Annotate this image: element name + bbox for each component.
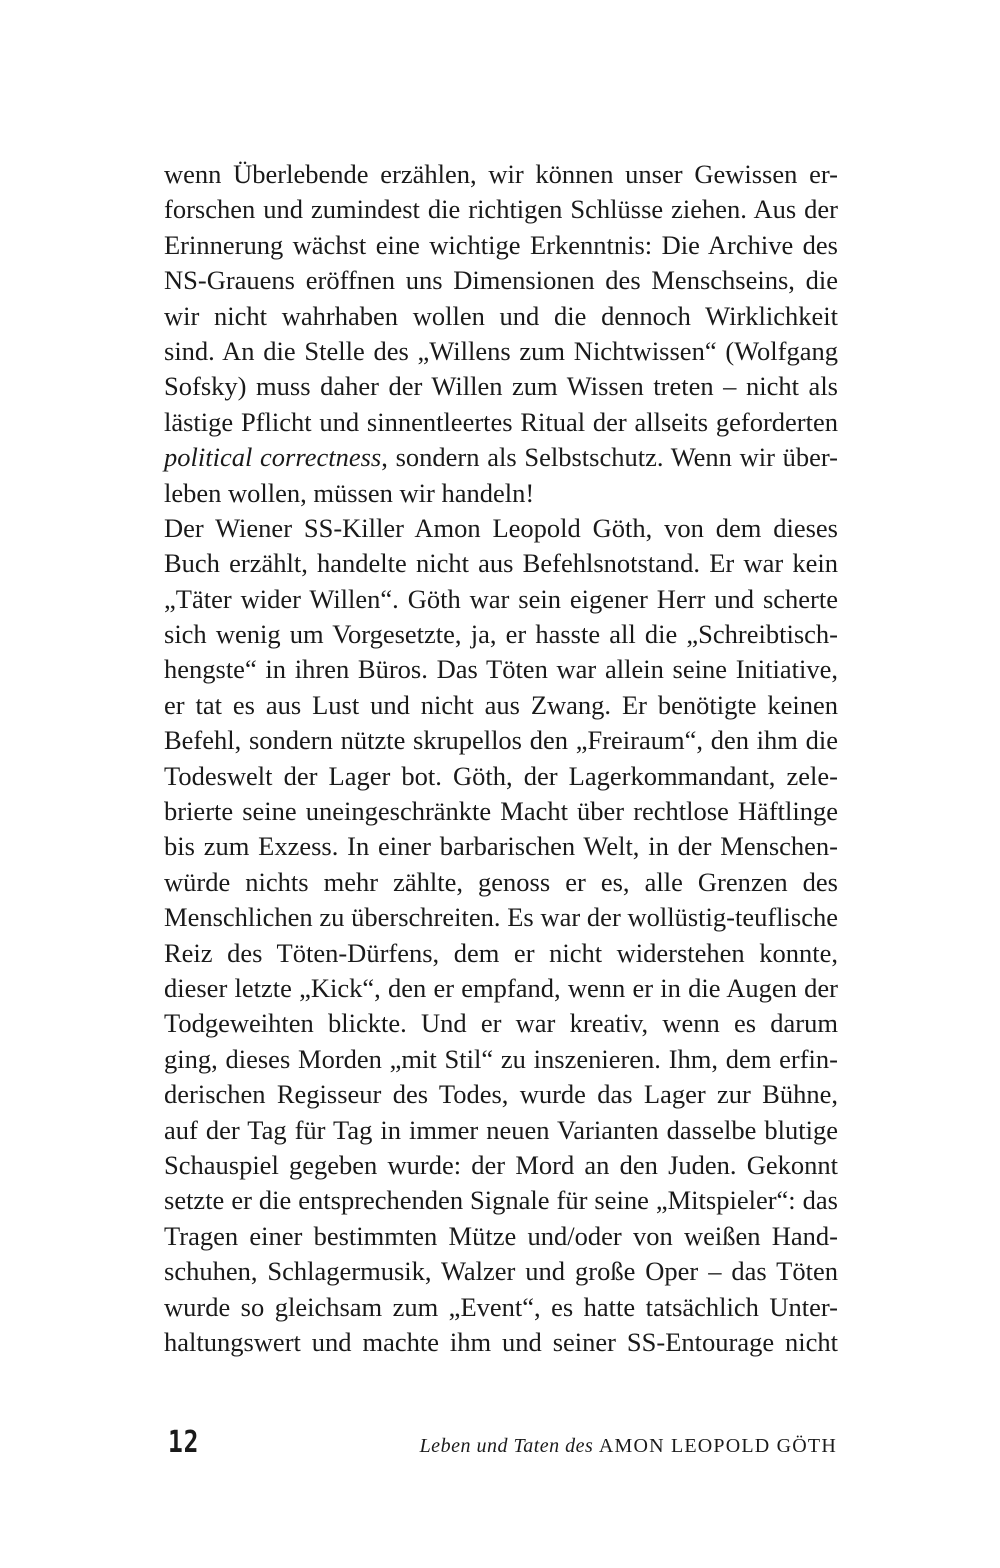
text-line [164,1077,838,1112]
text-line [164,759,838,794]
line-text: Befehl, sondern nützte skrupellos den „Freiraum“, den ihm die [164,725,838,756]
line-text: „Täter wider Willen“. Göth war sein eigener Herr und scherte [164,583,838,614]
text-line [164,617,838,652]
line-text: wurde so gleichsam zum „Event“, es hatte tatsächlich Unter- [164,1291,838,1322]
line-text: würde nichts mehr zählte, genoss er es, alle Grenzen des [164,866,838,897]
line-text: brierte seine uneingeschränkte Macht über rechtlose Häftlinge [164,796,838,827]
text-line [164,900,838,935]
text-line [164,688,838,723]
text-line [164,369,838,404]
text-line [164,865,838,900]
line-text: Buch erzählt, handelte nicht aus Befehlsnotstand. Er war kein [164,548,838,579]
page-footer [0,1423,1000,1467]
text-line [164,1219,838,1254]
line-text: lästige Pflicht und sinnentleertes Ritual der allseits geforderten [164,406,838,437]
body-text [164,157,838,1360]
line-text: forschen und zumindest die richtigen Schlüsse ziehen. Aus der [164,194,838,225]
text-line [164,1042,838,1077]
text-line [164,1254,838,1289]
text-line [164,476,838,511]
line-text: Tragen einer bestimmten Mütze und/oder von weißen Hand- [164,1220,838,1251]
line-text: schuhen, Schlagermusik, Walzer und große Oper – das Töten [164,1256,838,1287]
line-text: NS-Grauens eröffnen uns Dimensionen des Menschseins, die [164,265,838,296]
line-text: sind. An die Stelle des „Willens zum Nichtwissen“ (Wolfgang [164,335,838,366]
text-line [164,263,838,298]
line-text: Der Wiener SS-Killer Amon Leopold Göth, von dem dieses [164,512,838,543]
text-line [164,334,838,369]
line-text: er tat es aus Lust und nicht aus Zwang. Er benötigte keinen [164,689,838,720]
line-text: haltungswert und machte ihm und seiner SS-Entourage nicht [164,1326,838,1357]
text-line [164,1325,838,1360]
line-text: , sondern als Selbstschutz. Wenn wir über- [381,442,838,473]
running-head [420,1435,837,1458]
line-text: derischen Regisseur des Todes, wurde das Lager zur Bühne, [164,1079,838,1110]
text-line [164,405,838,440]
text-line [164,723,838,758]
line-text: hengste“ in ihren Büros. Das Töten war allein seine Initiative, [164,654,838,685]
line-text: Menschlichen zu überschreiten. Es war der wollüstig-teuflische [164,902,838,933]
italic-phrase: political correctness [164,442,382,473]
text-line [164,511,838,546]
text-line [164,1290,838,1325]
text-line [164,228,838,263]
line-text: bis zum Exzess. In einer barbarischen Welt, in der Menschen- [164,831,838,862]
text-line [164,546,838,581]
line-text: wir nicht wahrhaben wollen und die dennoch Wirklichkeit [164,300,838,331]
line-text: setzte er die entsprechenden Signale für seine „Mitspieler“: das [164,1185,838,1216]
line-text: Todeswelt der Lager bot. Göth, der Lagerkommandant, zele- [164,760,838,791]
text-line [164,299,838,334]
text-line [164,1006,838,1041]
line-text: Schauspiel gegeben wurde: der Mord an den Juden. Gekonnt [164,1149,838,1180]
text-line [164,582,838,617]
line-text: dieser letzte „Kick“, den er empfand, wenn er in die Augen der [164,972,838,1003]
text-line [164,440,838,475]
text-line [164,1148,838,1183]
text-line [164,794,838,829]
line-text: Erinnerung wächst eine wichtige Erkenntnis: Die Archive des [164,229,838,260]
line-text: Todgeweihten blickte. Und er war kreativ, wenn es darum [164,1008,838,1039]
page-number: 12 [168,1425,200,1460]
line-text: leben wollen, müssen wir handeln! [164,477,535,508]
text-line [164,1183,838,1218]
text-line [164,829,838,864]
line-text: ging, dieses Morden „mit Stil“ zu inszenieren. Ihm, dem erfin- [164,1043,838,1074]
text-line [164,936,838,971]
line-text: auf der Tag für Tag in immer neuen Varianten dasselbe blutige [164,1114,838,1145]
line-text: Reiz des Töten-Dürfens, dem er nicht widerstehen konnte, [164,937,838,968]
text-line [164,971,838,1006]
text-line [164,652,838,687]
line-text: Sofsky) muss daher der Willen zum Wissen treten – nicht als [164,371,838,402]
line-text: wenn Überlebende erzählen, wir können unser Gewissen er- [164,159,838,189]
running-head-italic: Leben und Taten des [419,1435,594,1457]
running-head-caps: AMON LEOPOLD GÖTH [598,1435,837,1457]
text-line [164,157,838,192]
text-line [164,192,838,227]
line-text: sich wenig um Vorgesetzte, ja, er hasste all die „Schreibtisch- [164,619,838,650]
text-line [164,1113,838,1148]
